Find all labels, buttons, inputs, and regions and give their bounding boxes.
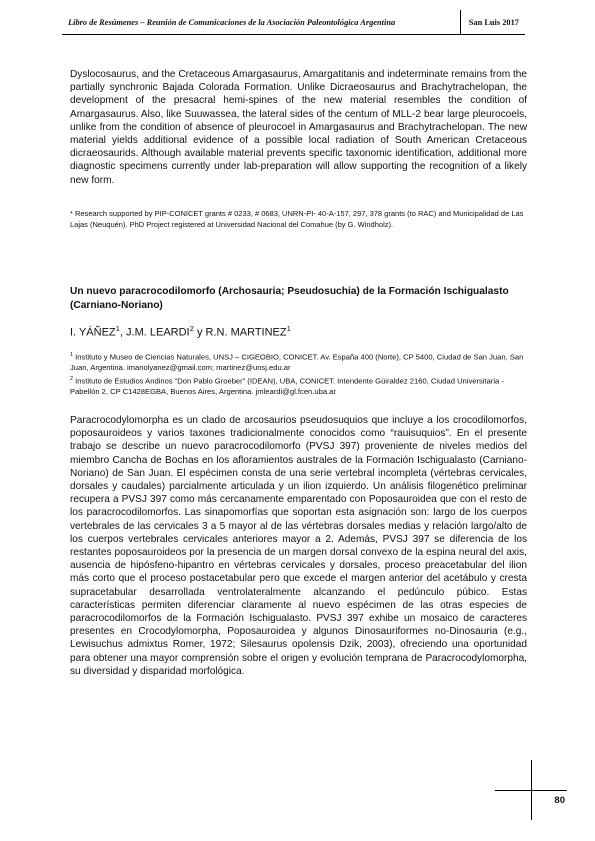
page-number: 80	[554, 795, 565, 806]
author-2-affil-marker: 2	[189, 324, 194, 333]
affiliations-block	[70, 350, 527, 398]
footer-divider	[495, 790, 567, 791]
header-title: Libro de Resúmenes – Reunión de Comunicaciones de la Asociación Paleontológica Argentina	[68, 17, 396, 27]
previous-article-body: Dyslocosaurus, and the Cretaceous Amargasaurus, Amargatitanis and indeterminate remains from the partially synchronic Bajada Colorada Formation. Unlike Dicraeosaurus and Brachytrachelopan, the development of the presacral hemi-spines of the new material resembles the condition of Amargasaurus. Also, like Suuwassea, the lateral sides of the centum of MLL-2 bear large pleurocoels, unlike from the condition of absence of pleurocoel in Amargasaurus and Brachytrachelopan. The new material yields additional evidence of a possible local radiation of South American Cretaceous dicraeosaurids. Although available material prevents specific taxonomic identification, additional more diagnostic specimens currently under lab-preparation will allow supporting the recognition of a likely new form.	[70, 69, 527, 186]
article-title-block	[70, 285, 527, 312]
header-location: San Luis 2017	[468, 17, 519, 27]
affiliation-1-text: Instituto y Museo de Ciencias Naturales, UNSJ – CIGEOBIO, CONICET. Av. España 400 (Norte), CP 5400, Ciudad de San Juan, San Juan, Argentina. imanolyanez@gmail.com; martinez@unsj.edu.ar	[70, 352, 524, 373]
article-abstract: Paracrocodylomorpha es un clado de arcosaurios pseudosuquios que incluye a los crocodilomorfos, poposauroideos y varios taxones tradicionalmente conocidos como “rauisuquios”. En el presente trabajo se describe un nuevo paracrocodilomorfo (PVSJ 397) proveniente de niveles medios del miembro Cancha de Bochas en los afloramientos australes de la Formación Ischigualasto (Carniano-Noriano) de San Juan. El espécimen consta de una serie vertebral incompleta (vértebras cervicales, dorsales y caudales) parcialmente articulada y un ilion izquierdo. Un análisis filogenético preliminar recupera a PVSJ 397 como más cercanamente emparentado con Poposauroidea que con el resto de los paracrocodilomorfos. Las sinapomorfías que soportan esta asignación son: largo de los cuerpos vertebrales de las cervicales 3 a 5 mayor al de las vértebras dorsales medias y relación largo/alto de los cuerpos vertebrales cervicales anteriores mayor a 2. Además, PVSJ 397 se diferencia de los restantes poposauroideos por la presencia de un margen dorsal convexo de la espina neural del axis, ausencia de hipósfeno-hipantro en vértebras cervicales y dorsales, proceso preacetabular del ilion más corto que el proceso postacetabular pero que excede el margen anterior del acetábulo y cresta supracetabular desarrollada ventrolateralmente alcanzando el pedúnculo púbico. Estas características permiten diferenciar claramente al nuevo espécimen de las otras especies de paracrocodilomorfos de la Formación Ischigualasto. PVSJ 397 exhibe un mosaico de caracteres presentes en Crocodylomorpha, Poposauroidea y algunos Dinosauriformes no-Dinosauria (e.g., Lewisuchus admixtus Romer, 1972; Silesaurus opolensis Dzik, 2003), ofreciendo una oportunidad para obtener una mayor comprensión sobre el origen y evolución temprana de Paracrocodylomorpha, su diversidad y disparidad morfológica.	[70, 415, 527, 677]
affiliation-1-marker: 1	[70, 352, 73, 358]
article-authors-block	[70, 324, 527, 339]
running-header	[62, 10, 525, 35]
author-3: y R.N. MARTINEZ	[193, 326, 287, 339]
affiliation-2-text: Instituto de Estudios Andinos “Don Pablo Groeber” (IDEAN), UBA, CONICET. Intendente Güiraldez 2160, Ciudad Universitaria - Pabellón 2, CP C1428EGBA, Buenos Aires, Argentina. jmleardi@gl.fcen.uba.ar	[70, 376, 504, 397]
previous-article-section	[70, 68, 527, 187]
previous-article-footnote-block	[70, 209, 527, 230]
author-3-affil-marker: 1	[286, 324, 291, 333]
abstract-block	[70, 414, 527, 678]
previous-article-footnote: * Research supported by PIP-CONICET grants # 0233, # 0683, UNRN-PI- 40-A-157, 297, 378 grants (to RAC) and Municipalidad de Las Lajas (Neuquén). PhD Project registered at Universidad Nacional del Comahue (by G. Windholz).	[70, 209, 524, 229]
author-2: , J.M. LEARDI	[119, 326, 190, 339]
affiliation-1	[70, 350, 527, 374]
author-1: I. YÁÑEZ	[70, 326, 116, 339]
author-1-affil-marker: 1	[115, 324, 120, 333]
affiliation-2	[70, 374, 527, 398]
article-title: Un nuevo paracrocodilomorfo (Archosauria; Pseudosuchia) de la Formación Ischigualasto (Carniano-Noriano)	[70, 286, 509, 311]
affiliation-2-marker: 2	[70, 376, 73, 383]
article-authors	[70, 324, 527, 339]
